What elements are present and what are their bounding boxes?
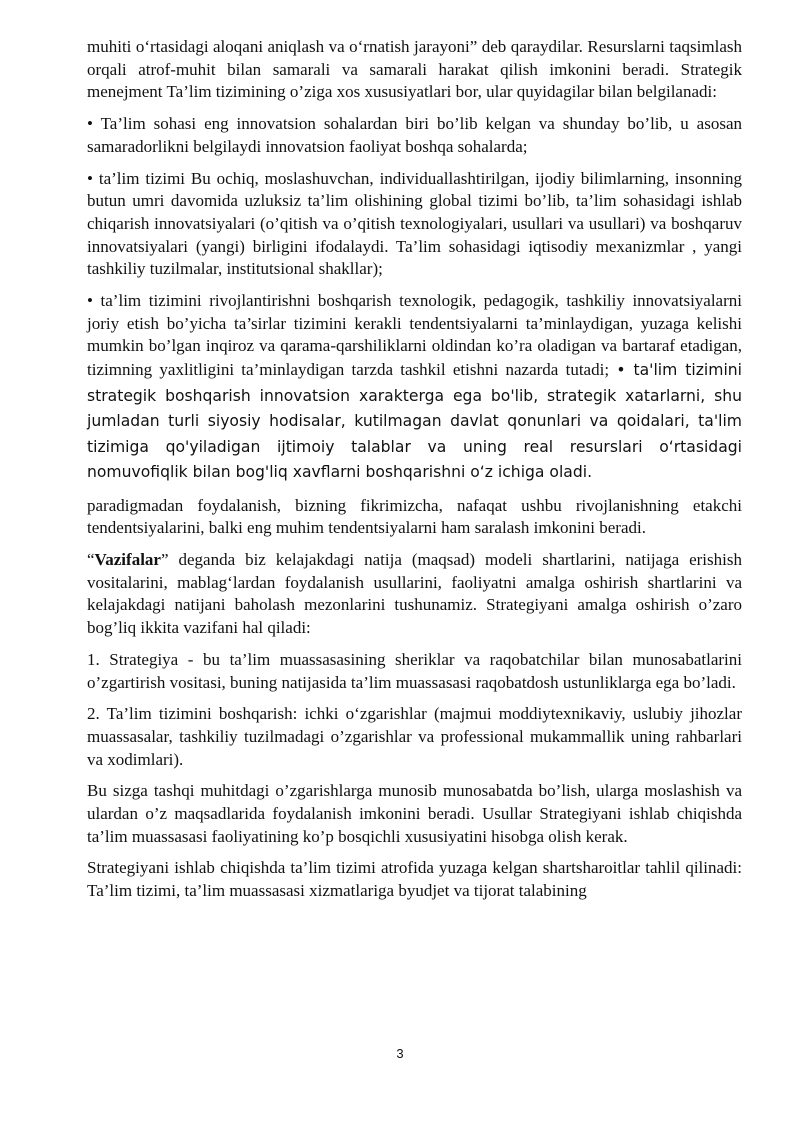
bullet-text: • ta’lim tizimini rivojlantirishni boshqarish texnologik, pedagogik, tashkiliy innovatsiyalarni joriy etish bo’yicha ta’sirlar tizimini kerakli tendentsiyalarni ta’minlaydigan, yuzaga kelishi mumkin bo’lgan inqiroz va qarama-qarshiliklarni oldindan ko’ra oladigan va bartaraf etadigan, tizimning yaxlitligini ta’minlaydigan tarzda tashkil etishni nazarda tutadi; [87, 291, 742, 380]
page-number: 3 [396, 1046, 404, 1061]
numbered-item-2: 2. Ta’lim tizimini boshqarish: ichki o‘zgarishlar (majmui moddiytexnikaviy, uslubiy jihozlar muassasalar, tashkiliy tuzilmadagi o’zgarishlar va professional mukammallik uning rahbarlari va xodimlari). [87, 704, 742, 769]
bullet-paragraph-innovation-sector: • Ta’lim sohasi eng innovatsion sohalardan biri bo’lib kelgan va shunday bo’lib, u asosan samaradorlikni belgilaydi innovatsion faoliyat boshqa sohalarda; [87, 114, 742, 156]
paragraph-paradigm: paradigmadan foydalanish, bizning fikrimizcha, nafaqat ushbu rivojlanishning etakchi tendentsiyalarini, balki eng muhim tendentsiyalarni ham saralash imkonini beradi. [87, 495, 742, 538]
paragraph-adaptation: Bu sizga tashqi muhitdagi o’zgarishlarga munosib munosabatda bo’lish, ularga moslashish va ulardan o’z maqsadlarida foydalanish imkonini beradi. Usullar Strategiyani ishlab chiqishda ta’lim muassasasi faoliyatining ko’p bosqichli xususiyatini hisobga olish kerak. [87, 781, 742, 846]
bold-term-vazifalar: Vazifalar [94, 550, 161, 570]
quote-close: ” [160, 550, 169, 570]
paragraph-strategy-development: Strategiyani ishlab chiqishda ta’lim tizimi atrofida yuzaga kelgan shartsharoitlar tahlil qilinadi: Ta’lim tizimi, ta’lim muassasasi xizmatlariga byudjet va tijorat talabining [87, 858, 742, 901]
paragraph-text: deganda biz kelajakdagi natija (maqsad) modeli shartlarini, natijaga erishish vositalarini, mablag‘lardan foydalanish usullarini, faoliyatni amalga oshirish shartlarini va kelajakdagi natijani baholash mezonlarini tushunamiz. Strategiyani amalga oshirish o’zaro bog’liq ikkita vazifani hal qiladi: [87, 550, 742, 638]
numbered-item-1: 1. Strategiya - bu ta’lim muassasasining sheriklar va raqobatchilar bilan munosabatlarini o’zgartirish vositasi, buning natijasida ta’lim muassasasi raqobatdosh ustunliklarga ega bo’ladi. [87, 649, 742, 692]
bullet-paragraph-education-system: • ta’lim tizimi Bu ochiq, moslashuvchan, individuallashtirilgan, ijodiy bilimlarning, insonning butun umri davomida uzluksiz ta’lim olishining global tizimi bo’lib, ta’lim sohasidagi ishlab chiqarish innovatsiyalari (o’qitish va o’qitish texnologiyalari, usullari va usullari) va boshqaruv innovatsiyalari (yangi) birligini ifodalaydi. Ta’lim sohasidagi iqtisodiy mexanizmlar , yangi tashkiliy tuzilmalar, institutsional shakllar); [87, 168, 742, 279]
bullet-text-strategic-management: • ta'lim tizimini strategik boshqarish innovatsion xarakterga ega bo'lib, strategik xatarlarni, shu jumladan turli siyosiy hodisalar, kutilmagan davlat qonunlari va qoidalari, ta'lim tizimiga qo'yiladigan ijtimoiy talablar va uning real resurslari o‘rtasidagi nomuvofiqlik bilan bog'liq xavflarni boshqarishni o‘z ichiga oladi. [87, 361, 742, 482]
quote-open: “ [87, 550, 95, 570]
bullet-paragraph-development-management [87, 290, 742, 486]
paragraph-tasks-definition [87, 549, 742, 640]
paragraph-intro: muhiti o‘rtasidagi aloqani aniqlash va o‘rnatish jarayoni” deb qaraydilar. Resurslarni taqsimlash orqali atrof-muhit bilan samarali va samarali harakat qilish imkonini beradi. Strategik menejment Ta’lim tizimining o’ziga xos xususiyatlari bor, ular quyidagilar bilan belgilanadi: [87, 37, 742, 102]
